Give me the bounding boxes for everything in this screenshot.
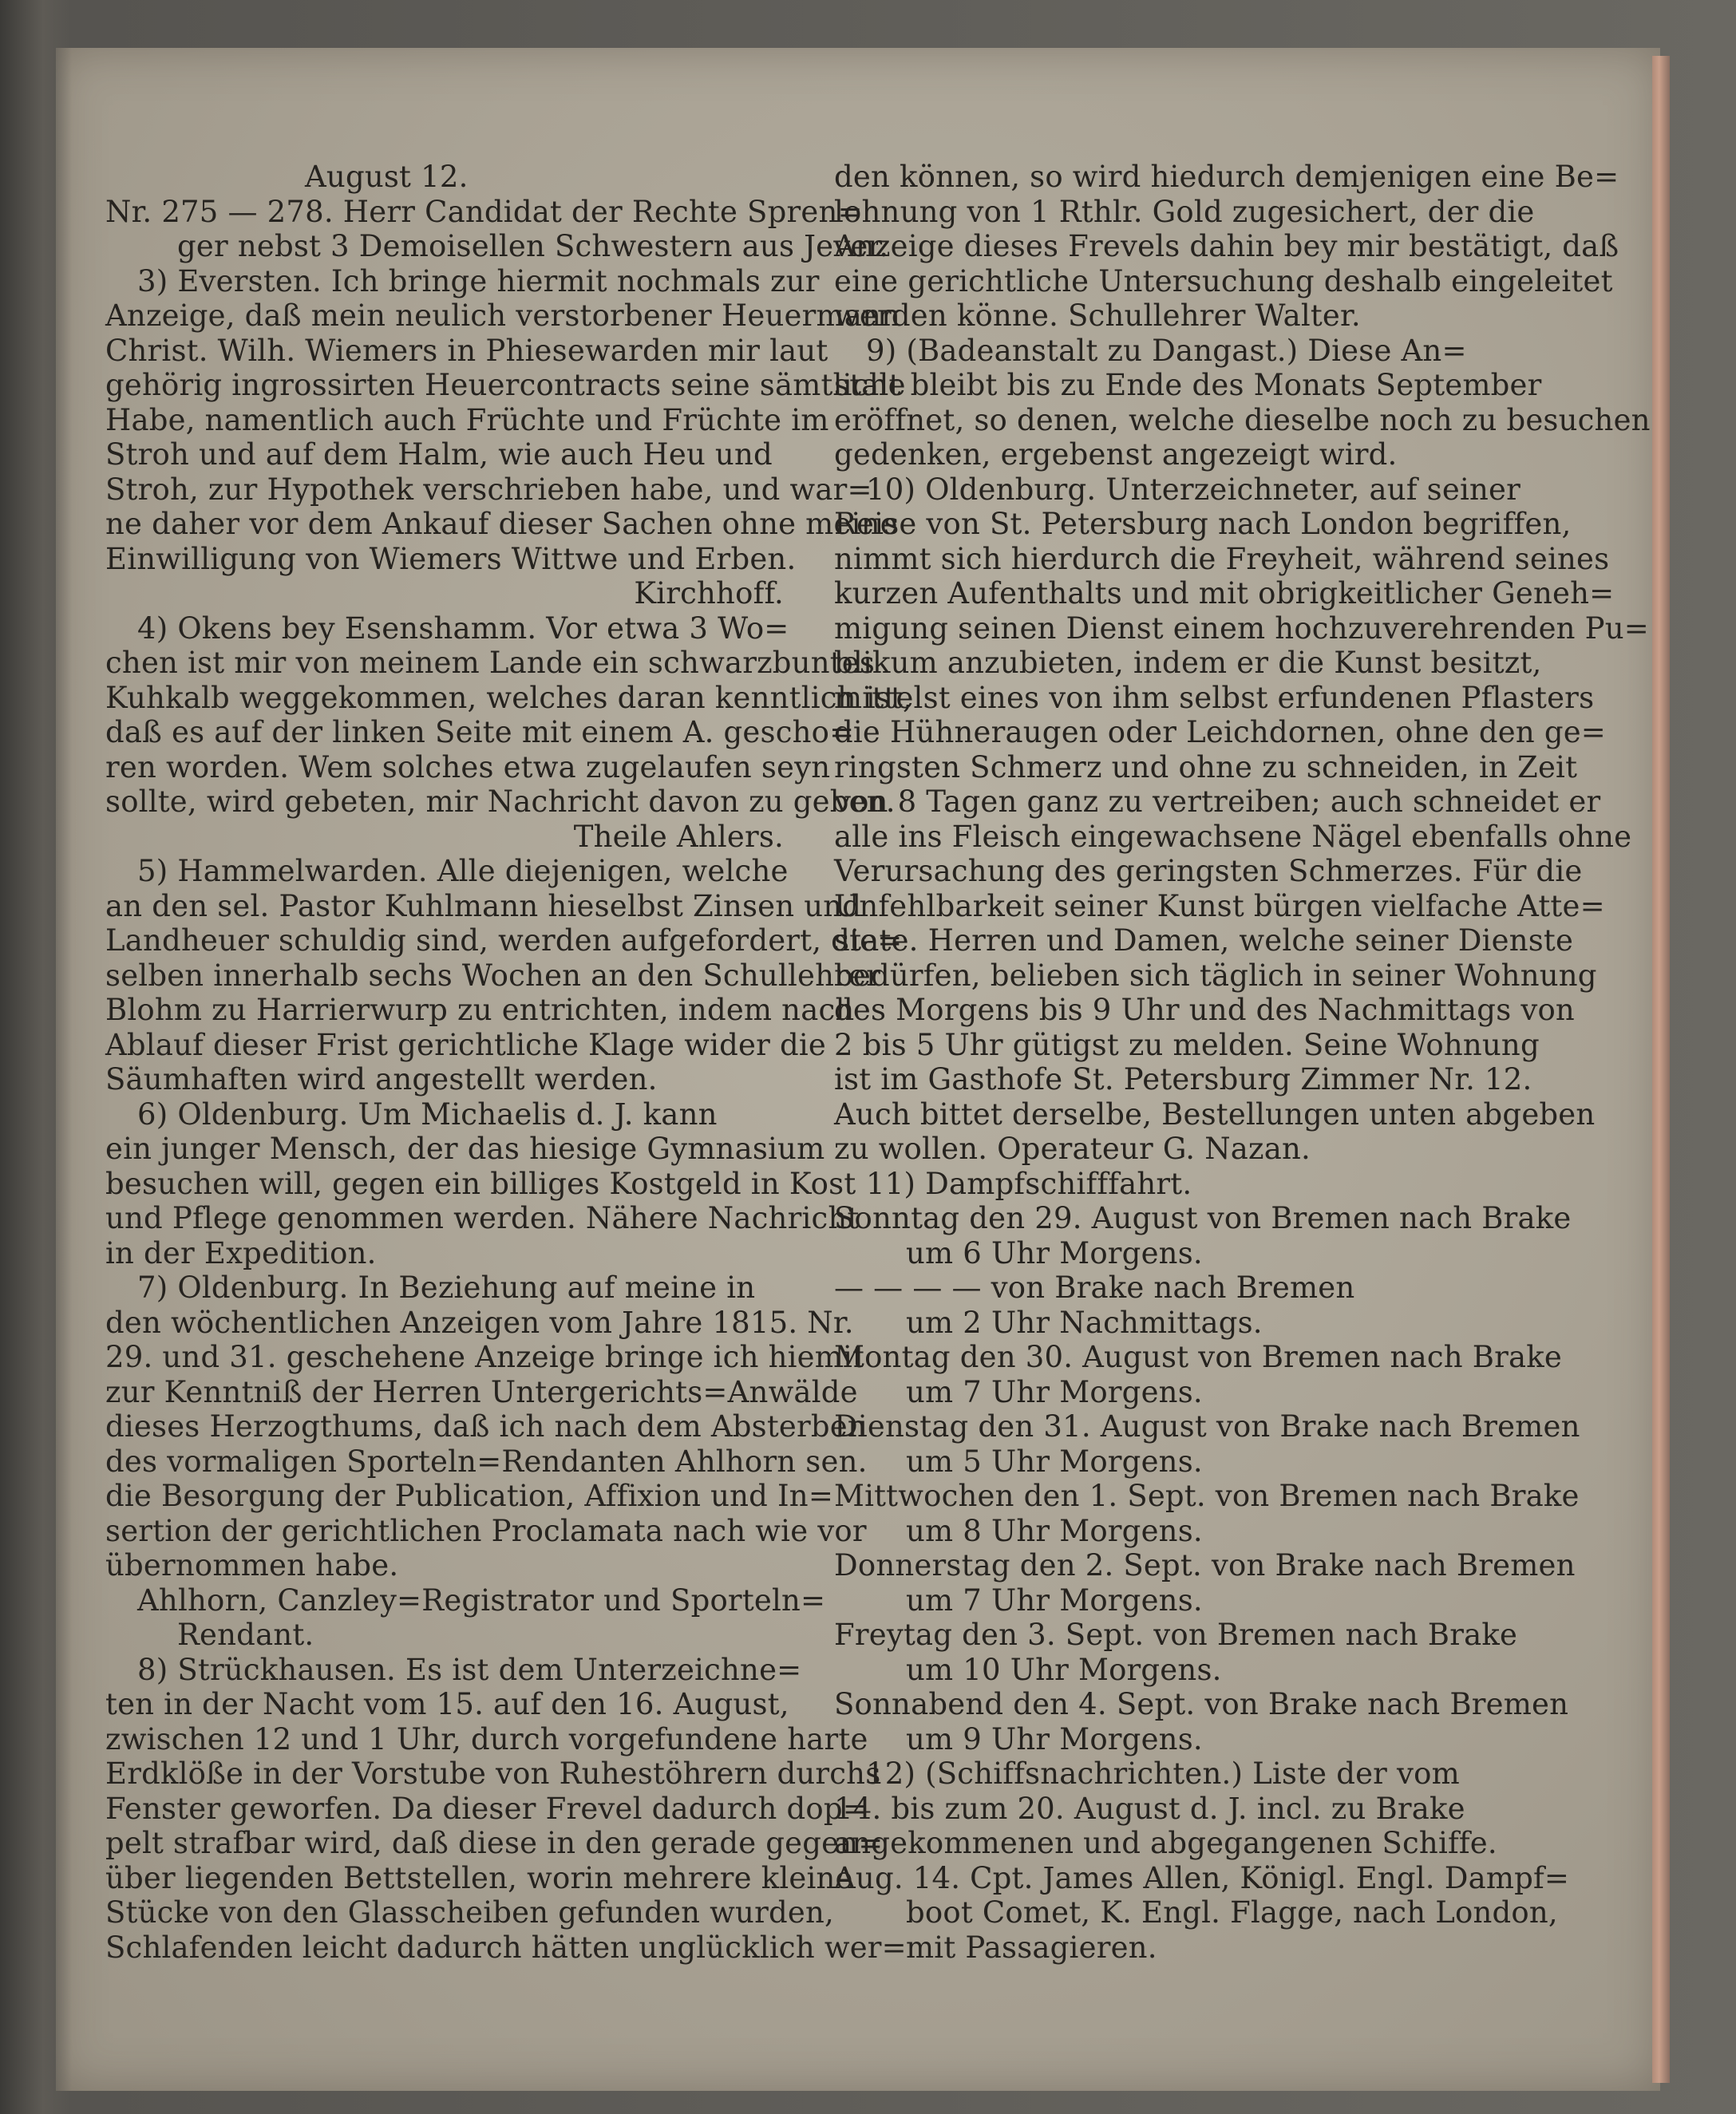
text-line: um 7 Uhr Morgens.: [906, 1583, 1203, 1618]
right-text-column: [834, 160, 1651, 1965]
text-line: des vormaligen Sporteln=Rendanten Ahlhorn sen.: [105, 1444, 868, 1479]
left-text-column: [105, 160, 912, 1965]
text-line: Donnerstag den 2. Sept. von Brake nach Bremen: [834, 1548, 1576, 1583]
text-line: Anzeige dieses Frevels dahin bey mir bestätigt, daß: [834, 229, 1619, 263]
text-line: von 8 Tagen ganz zu vertreiben; auch schneidet er: [834, 784, 1601, 819]
text-line: Dienstag den 31. August von Brake nach Bremen: [834, 1409, 1580, 1444]
text-line: Blohm zu Harrierwurp zu entrichten, indem nach: [105, 993, 855, 1027]
text-line: — — — — von Brake nach Bremen: [834, 1270, 1355, 1305]
text-line: Mittwochen den 1. Sept. von Bremen nach Brake: [834, 1479, 1580, 1513]
text-line: dieses Herzogthums, daß ich nach dem Absterben: [105, 1409, 867, 1444]
text-line: besuchen will, gegen ein billiges Kostgeld in Kost: [105, 1166, 856, 1201]
text-line: Ahlhorn, Canzley=Registrator und Sporteln=: [137, 1583, 826, 1618]
text-line: den wöchentlichen Anzeigen vom Jahre 1815. Nr.: [105, 1305, 854, 1340]
text-line: in der Expedition.: [105, 1235, 377, 1270]
text-line: Unfehlbarkeit seiner Kunst bürgen vielfache Atte=: [834, 888, 1605, 923]
text-line: Säumhaften wird angestellt werden.: [105, 1062, 658, 1097]
text-line: mit Passagieren.: [906, 1930, 1157, 1965]
text-line: 11) Dampfschifffahrt.: [866, 1166, 1192, 1201]
text-line: Anzeige, daß mein neulich verstorbener Heuermann: [105, 298, 901, 333]
text-line: Schlafenden leicht dadurch hätten unglücklich wer=: [105, 1930, 907, 1965]
text-line: gedenken, ergebenst angezeigt wird.: [834, 437, 1398, 472]
text-line: Christ. Wilh. Wiemers in Phiesewarden mir laut: [105, 333, 828, 368]
text-line: ger nebst 3 Demoisellen Schwestern aus Jever.: [177, 229, 889, 263]
text-line: den können, so wird hiedurch demjenigen eine Be=: [834, 160, 1619, 194]
text-line: zur Kenntniß der Herren Untergerichts=Anwälde: [105, 1374, 858, 1409]
text-line: blikum anzubieten, indem er die Kunst besitzt,: [834, 646, 1542, 680]
text-line: Ablauf dieser Frist gerichtliche Klage wider die: [105, 1027, 826, 1062]
text-line: um 7 Uhr Morgens.: [906, 1374, 1203, 1409]
text-line: August 12.: [305, 160, 469, 194]
text-line: Kirchhoff.: [634, 576, 784, 610]
text-line: ein junger Mensch, der das hiesige Gymnasium: [105, 1132, 825, 1166]
text-line: Auch bittet derselbe, Bestellungen unten abgeben: [834, 1097, 1596, 1132]
text-line: und Pflege genommen werden. Nähere Nachricht: [105, 1201, 860, 1235]
text-line: ist im Gasthofe St. Petersburg Zimmer Nr. 12.: [834, 1062, 1532, 1097]
text-line: Theile Ahlers.: [573, 819, 784, 854]
text-line: migung seinen Dienst einem hochzuverehrenden Pu=: [834, 610, 1649, 646]
text-line: Habe, namentlich auch Früchte und Früchte im: [105, 402, 829, 437]
text-line: kurzen Aufenthalts und mit obrigkeitlicher Geneh=: [834, 576, 1615, 610]
text-line: Landheuer schuldig sind, werden aufgefordert, die=: [105, 923, 903, 958]
text-line: Montag den 30. August von Bremen nach Brake: [834, 1340, 1562, 1374]
text-line: chen ist mir von meinem Lande ein schwarzbuntes: [105, 646, 876, 680]
text-line: übernommen habe.: [105, 1548, 399, 1583]
text-line: 14. bis zum 20. August d. J. incl. zu Brake: [834, 1791, 1465, 1826]
text-line: Stücke von den Glasscheiben gefunden wurden,: [105, 1895, 834, 1930]
text-line: des Morgens bis 9 Uhr und des Nachmittags von: [834, 993, 1575, 1027]
text-line: Fenster geworfen. Da dieser Frevel dadurch dop=: [105, 1791, 868, 1826]
text-line: daß es auf der linken Seite mit einem A. gescho=: [105, 715, 855, 749]
text-line: Stroh und auf dem Halm, wie auch Heu und: [105, 437, 773, 472]
text-line: nimmt sich hierdurch die Freyheit, während seines: [834, 541, 1610, 576]
text-line: lohnung von 1 Rthlr. Gold zugesichert, der die: [834, 194, 1535, 229]
text-line: bedürfen, belieben sich täglich in seiner Wohnung: [834, 958, 1597, 993]
text-line: 7) Oldenburg. In Beziehung auf meine in: [137, 1270, 756, 1305]
text-line: zu wollen. Operateur G. Nazan.: [834, 1132, 1311, 1166]
text-line: ten in der Nacht vom 15. auf den 16. August,: [105, 1687, 789, 1721]
text-line: Aug. 14. Cpt. James Allen, Königl. Engl. Dampf=: [834, 1860, 1570, 1895]
text-line: um 9 Uhr Morgens.: [906, 1721, 1203, 1756]
text-line: Erdklöße in der Vorstube von Ruhestöhrern durchs: [105, 1756, 881, 1791]
text-line: mittelst eines von ihm selbst erfundenen Pflasters: [834, 680, 1595, 715]
text-line: Freytag den 3. Sept. von Bremen nach Brake: [834, 1618, 1518, 1652]
text-line: Einwilligung von Wiemers Wittwe und Erben.: [105, 541, 797, 576]
book-gutter: [0, 0, 72, 2114]
text-line: 4) Okens bey Esenshamm. Vor etwa 3 Wo=: [137, 610, 789, 646]
text-line: 3) Eversten. Ich bringe hiermit nochmals zur: [137, 263, 820, 298]
text-line: an den sel. Pastor Kuhlmann hieselbst Zinsen und: [105, 888, 862, 923]
text-line: sollte, wird gebeten, mir Nachricht davon zu geben.: [105, 784, 896, 819]
text-line: angekommenen und abgegangenen Schiffe.: [834, 1826, 1497, 1860]
text-line: ne daher vor dem Ankauf dieser Sachen ohne meine: [105, 507, 898, 541]
text-line: Kuhkalb weggekommen, welches daran kenntlich ist,: [105, 680, 912, 715]
text-line: eine gerichtliche Untersuchung deshalb eingeleitet: [834, 263, 1613, 298]
text-line: Sonnabend den 4. Sept. von Brake nach Bremen: [834, 1687, 1569, 1721]
text-line: 9) (Badeanstalt zu Dangast.) Diese An=: [866, 333, 1467, 368]
text-line: ren worden. Wem solches etwa zugelaufen seyn: [105, 749, 831, 784]
text-line: 29. und 31. geschehene Anzeige bringe ich hiemit: [105, 1340, 865, 1374]
text-line: eröffnet, so denen, welche dieselbe noch zu besuchen: [834, 402, 1651, 437]
text-line: Rendant.: [177, 1618, 314, 1652]
text-line: um 6 Uhr Morgens.: [906, 1235, 1203, 1270]
text-line: Reise von St. Petersburg nach London begriffen,: [834, 507, 1572, 541]
text-line: Stroh, zur Hypothek verschrieben habe, und war=: [105, 472, 872, 507]
text-line: über liegenden Bettstellen, worin mehrere kleine: [105, 1860, 853, 1895]
text-line: 2 bis 5 Uhr gütigst zu melden. Seine Wohnung: [834, 1027, 1540, 1062]
text-line: zwischen 12 und 1 Uhr, durch vorgefundene harte: [105, 1721, 868, 1756]
text-line: alle ins Fleisch eingewachsene Nägel ebenfalls ohne: [834, 819, 1632, 854]
text-line: gehörig ingrossirten Heuercontracts seine sämtliche: [105, 368, 906, 402]
text-line: stalt bleibt bis zu Ende des Monats September: [834, 368, 1542, 402]
text-line: pelt strafbar wird, daß diese in den gerade gegen=: [105, 1826, 884, 1860]
text-line: 10) Oldenburg. Unterzeichneter, auf seiner: [866, 472, 1521, 507]
text-line: Verursachung des geringsten Schmerzes. Für die: [834, 854, 1583, 888]
text-line: 8) Strückhausen. Es ist dem Unterzeichne=: [137, 1652, 802, 1687]
text-line: selben innerhalb sechs Wochen an den Schullehrer: [105, 958, 880, 993]
text-line: um 2 Uhr Nachmittags.: [906, 1305, 1263, 1340]
text-line: 12) (Schiffsnachrichten.) Liste der vom: [866, 1756, 1460, 1791]
text-line: um 8 Uhr Morgens.: [906, 1513, 1203, 1548]
text-line: um 5 Uhr Morgens.: [906, 1444, 1203, 1479]
text-line: boot Comet, K. Engl. Flagge, nach London,: [906, 1895, 1558, 1930]
text-line: state. Herren und Damen, welche seiner Dienste: [834, 923, 1574, 958]
text-line: sertion der gerichtlichen Proclamata nach wie vor: [105, 1513, 867, 1548]
text-line: um 10 Uhr Morgens.: [906, 1652, 1222, 1687]
text-line: die Hühneraugen oder Leichdornen, ohne den ge=: [834, 715, 1607, 749]
text-line: Nr. 275 — 278. Herr Candidat der Rechte Spren=: [105, 194, 863, 229]
text-line: ringsten Schmerz und ohne zu schneiden, in Zeit: [834, 749, 1578, 784]
text-line: werden könne. Schullehrer Walter.: [834, 298, 1361, 333]
text-line: Sonntag den 29. August von Bremen nach Brake: [834, 1201, 1572, 1235]
page-edge: [1652, 56, 1670, 2083]
text-line: die Besorgung der Publication, Affixion und In=: [105, 1479, 834, 1513]
text-line: 5) Hammelwarden. Alle diejenigen, welche: [137, 854, 789, 888]
text-line: 6) Oldenburg. Um Michaelis d. J. kann: [137, 1097, 718, 1132]
